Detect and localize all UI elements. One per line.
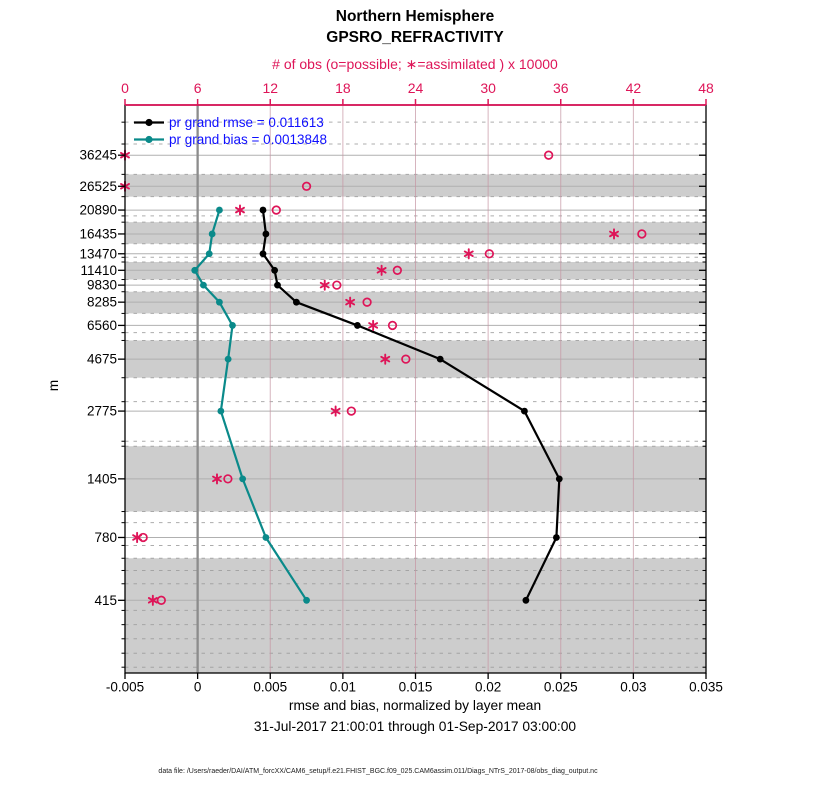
svg-text:8285: 8285 xyxy=(86,294,117,310)
svg-text:30: 30 xyxy=(480,80,496,96)
svg-text:36245: 36245 xyxy=(79,147,117,163)
plot-title-region: Northern Hemisphere xyxy=(335,8,495,25)
svg-text:-0.005: -0.005 xyxy=(105,679,145,695)
svg-text:pr grand bias = 0.0013848: pr grand bias = 0.0013848 xyxy=(169,132,327,147)
svg-text:1405: 1405 xyxy=(86,471,117,487)
bottom-tick-labels xyxy=(106,680,723,695)
svg-text:24: 24 xyxy=(407,80,424,96)
x-axis-label: rmse and bias, normalized by layer mean xyxy=(288,698,542,713)
left-axis-ticks xyxy=(118,122,125,667)
svg-text:11410: 11410 xyxy=(80,262,117,278)
svg-text:0: 0 xyxy=(121,80,129,96)
top-tick-labels xyxy=(121,80,714,96)
svg-text:0.035: 0.035 xyxy=(689,679,723,695)
svg-text:48: 48 xyxy=(698,80,714,96)
svg-text:780: 780 xyxy=(94,529,117,545)
bottom-axis-ticks xyxy=(125,673,706,679)
svg-text:6: 6 xyxy=(193,80,202,96)
legend xyxy=(134,115,327,147)
svg-text:0.025: 0.025 xyxy=(543,679,578,695)
data-file-path: data file: /Users/raeder/DAI/ATM_forcXX/CAM6_setup/f.e21.FHIST_BGC.f09_025.CAM6assim.011/Diags_NTrS_2017-08/obs_diag_output.nc xyxy=(158,768,598,775)
top-axis-ticks xyxy=(125,99,706,105)
legend-bias xyxy=(134,132,327,147)
svg-text:20890: 20890 xyxy=(79,202,117,218)
svg-text:0.01: 0.01 xyxy=(329,679,357,695)
date-range: 31-Jul-2017 21:00:01 through 01-Sep-2017 03:00:00 xyxy=(253,719,577,734)
svg-text:13470: 13470 xyxy=(79,246,117,262)
svg-text:36: 36 xyxy=(552,80,569,96)
svg-text:6560: 6560 xyxy=(86,317,117,333)
svg-text:0: 0 xyxy=(193,679,202,695)
y-axis-label: m xyxy=(46,379,62,392)
top-axis-label: # of obs (o=possible; ∗=assimilated ) x 10000 xyxy=(272,56,558,72)
left-tick-labels xyxy=(79,148,117,608)
svg-text:0.005: 0.005 xyxy=(253,679,288,695)
svg-text:42: 42 xyxy=(625,80,642,96)
svg-text:0.03: 0.03 xyxy=(620,679,647,695)
svg-text:18: 18 xyxy=(335,80,351,96)
svg-text:415: 415 xyxy=(94,592,117,608)
svg-text:0.015: 0.015 xyxy=(398,679,433,695)
svg-text:26525: 26525 xyxy=(79,178,117,194)
svg-text:9830: 9830 xyxy=(86,277,117,293)
svg-text:pr grand rmse = 0.011613: pr grand rmse = 0.011613 xyxy=(169,115,324,130)
plot-title-variable: GPSRO_REFRACTIVITY xyxy=(326,29,504,46)
svg-text:0.02: 0.02 xyxy=(474,679,502,695)
svg-text:12: 12 xyxy=(262,80,279,96)
legend-rmse xyxy=(134,115,324,130)
svg-text:16435: 16435 xyxy=(79,226,117,242)
svg-text:2775: 2775 xyxy=(86,403,117,419)
svg-text:4675: 4675 xyxy=(86,351,117,367)
